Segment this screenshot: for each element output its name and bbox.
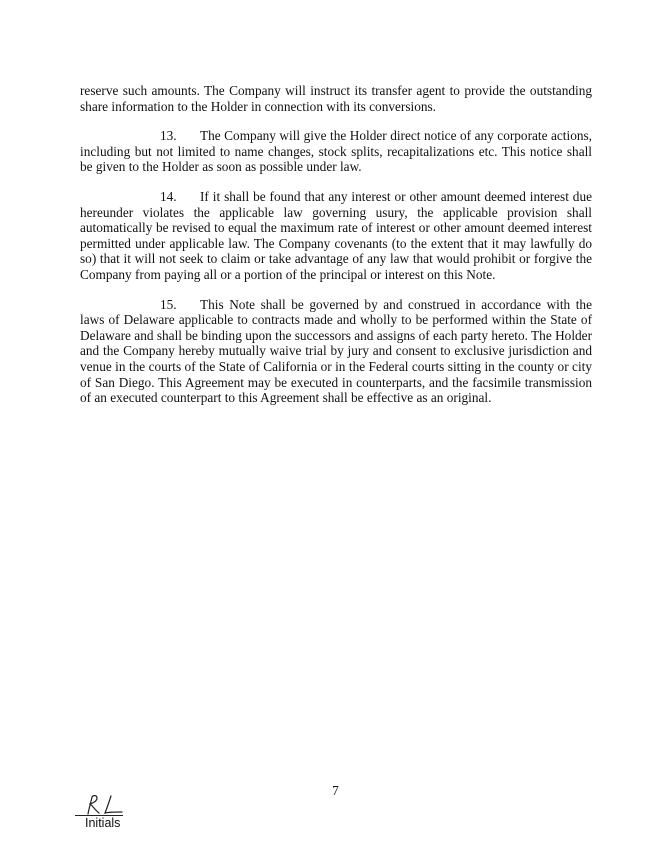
paragraph-15 (80, 297, 592, 406)
paragraph-text: The Company will give the Holder direct notice of any corporate actions, including but not limited to name changes, stock splits, recapitalizations etc. This notice shall be given to the Holder as soon as possible under law. (80, 128, 592, 175)
paragraph-text: reserve such amounts. The Company will instruct its transfer agent to provide the outstanding share information to the Holder in connection with its conversions. (80, 83, 592, 114)
initials-label: Initials (85, 816, 121, 830)
initials-block (75, 793, 145, 838)
page-number: 7 (332, 783, 339, 798)
paragraph-14 (80, 189, 592, 283)
paragraph-number: 14. (160, 188, 177, 204)
handwritten-initials-signature (78, 793, 128, 817)
paragraph-text: This Note shall be governed by and construed in accordance with the laws of Delaware applicable to contracts made and wholly to be performed within the State of Delaware and shall be binding upon the successors and assigns of each party hereto. The Holder and the Company hereby mutually waive trial by jury and consent to exclusive jurisdiction and venue in the courts of the State of California or in the Federal courts sitting in the county or city of San Diego. This Agreement may be executed in counterparts, and the facsimile transmission of an executed counterpart to this Agreement shall be effective as an original. (80, 296, 592, 406)
paragraph-number: 15. (160, 296, 177, 312)
document-body (80, 83, 592, 420)
paragraph-text: If it shall be found that any interest or other amount deemed interest due hereunder violates the applicable law governing usury, the applicable provision shall automatically be revised to equal the maximum rate of interest or other amount deemed interest permitted under applicable law. The Company covenants (to the extent that it may lawfully do so) that it will not seek to claim or take advantage of any law that would prohibit or forgive the Company from paying all or a portion of the principal or interest on this Note. (80, 188, 592, 282)
paragraph-continuation (80, 83, 592, 114)
paragraph-13 (80, 128, 592, 175)
paragraph-number: 13. (160, 128, 177, 144)
